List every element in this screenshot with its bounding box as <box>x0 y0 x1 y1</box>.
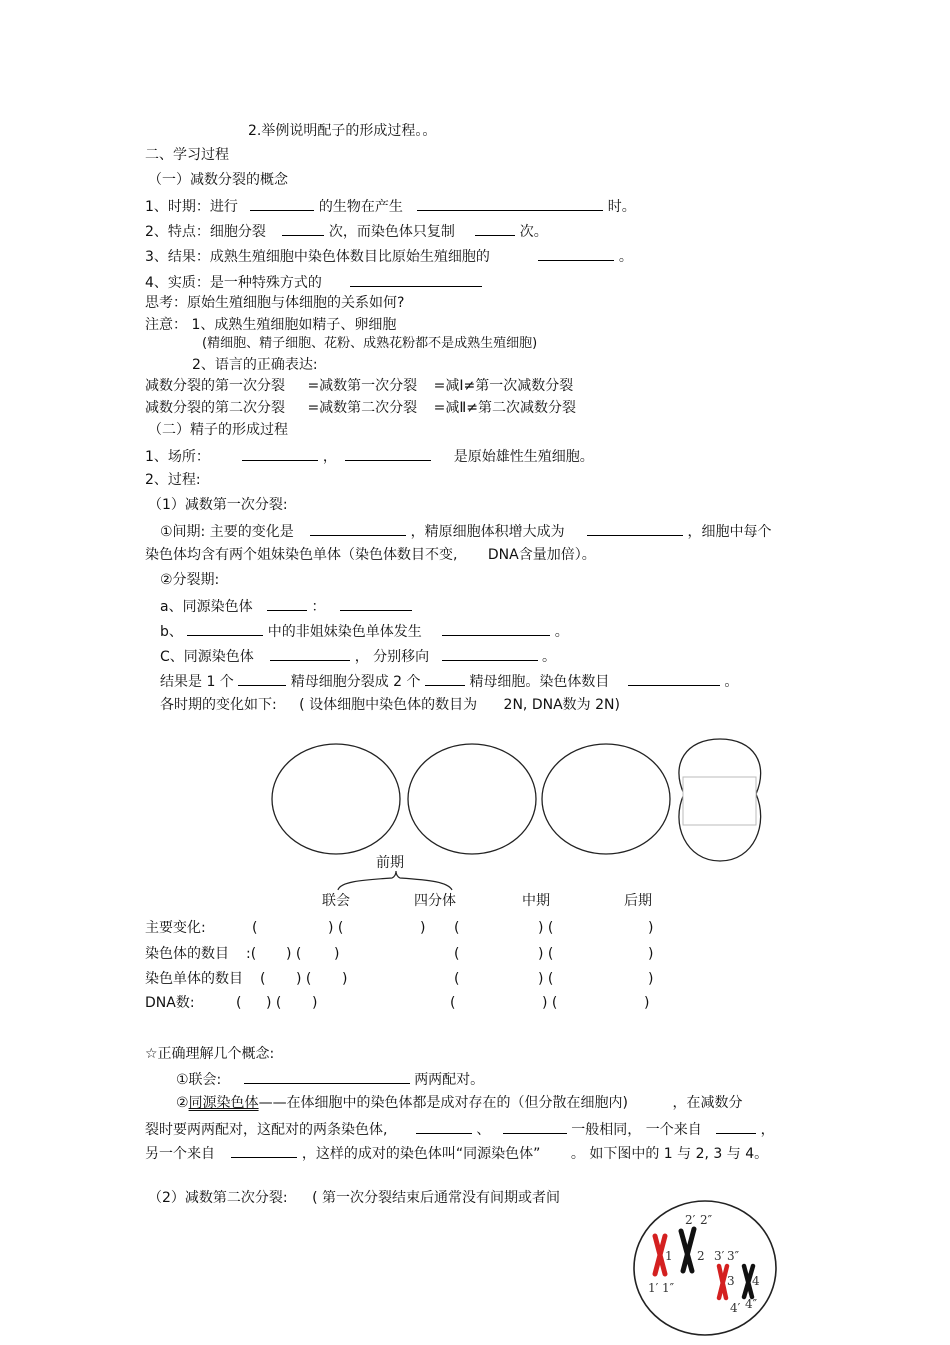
homolog-text-j: 。 如下图中的 1 与 2, 3 与 4。 <box>570 1146 769 1162</box>
synapsis-text-a: ①联会: <box>176 1072 222 1088</box>
period-text-a: 1、时期：进行 <box>145 199 238 215</box>
label-1: 1 <box>665 1249 673 1263</box>
blank-homolog-3[interactable] <box>716 1119 756 1134</box>
label-3: 3 <box>727 1274 735 1288</box>
blank-place-1[interactable] <box>242 446 318 461</box>
chromosome-2 <box>681 1229 694 1271</box>
section-title: 二、学习过程 <box>145 147 229 163</box>
r1-p6: ) <box>648 920 654 936</box>
r4-p5: ) ( <box>542 995 558 1011</box>
blank-b-1[interactable] <box>187 621 263 636</box>
interphase-text-b: ，精原细胞体积增大成为 <box>410 524 565 540</box>
r4-p3: ) <box>312 995 318 1011</box>
synapsis-text-b: 两两配对。 <box>414 1072 485 1088</box>
label-4b: 4″ <box>745 1297 758 1311</box>
process-label: 2、过程: <box>145 472 201 488</box>
r2-p3: ) <box>334 946 340 962</box>
blank-period-1[interactable] <box>250 196 314 211</box>
item-a-colon: ： <box>311 599 326 615</box>
r3-p1: ( <box>260 971 266 987</box>
r4-p2: ) ( <box>266 995 282 1011</box>
r4-p6: ) <box>644 995 650 1011</box>
changes-text-c: 2N, DNA数为 2N) <box>503 697 620 713</box>
label-anaphase: 后期 <box>624 893 652 909</box>
homolog-text-f: 一般相同， 一个来自 <box>571 1122 702 1138</box>
homolog-text-b: ——在体细胞中的染色体都是成对存在的（但分散在细胞内) <box>258 1095 629 1111</box>
homolog-text-i: ，这样的成对的染色体叫“同源染色体” <box>301 1146 541 1162</box>
r1-p4: ( <box>454 920 460 936</box>
place-line <box>145 446 594 466</box>
item-a-line <box>160 596 412 616</box>
label-prophase: 前期 <box>376 855 404 871</box>
expr2-c: =减Ⅱ≠第二次减数分裂 <box>433 400 576 416</box>
blank-interphase-1[interactable] <box>310 521 406 536</box>
concept-homolog-1 <box>176 1094 742 1112</box>
part1-title: （一）减数分裂的概念 <box>148 172 288 188</box>
chromosome-figure <box>628 1198 778 1338</box>
r4-p1: ( <box>236 995 242 1011</box>
homolog-text-g: ， <box>760 1122 775 1138</box>
label-4a: 4′ <box>730 1301 741 1315</box>
homolog-text-d: 裂时要两两配对，这配对的两条染色体, <box>145 1122 388 1138</box>
label-4: 4 <box>752 1274 760 1288</box>
r4-p4: ( <box>450 995 456 1011</box>
row-chromosome-count: 染色体的数目 <box>145 946 229 962</box>
row-dna-count: DNA数: <box>145 995 195 1011</box>
item-b-text-b: 中的非姐妹染色单体发生 <box>267 624 422 640</box>
result-1-line <box>160 671 738 691</box>
note-1: 注意： 1、成熟生殖细胞如精子、卵细胞 <box>145 317 397 333</box>
r1-p5: ) ( <box>538 920 554 936</box>
prophase-brace <box>330 870 460 892</box>
interphase-text-c: ，细胞中每个 <box>687 524 772 540</box>
chromosome-1 <box>655 1236 665 1274</box>
item-c-text-b: ， 分别移向 <box>354 649 430 665</box>
r2-p5: ) ( <box>538 946 554 962</box>
interphase-text-a: ①间期: 主要的变化是 <box>160 524 294 540</box>
blank-result[interactable] <box>538 246 614 261</box>
feature-line <box>145 221 548 241</box>
objective-item-2: 2.举例说明配子的形成过程。。 <box>248 123 437 139</box>
blank-homolog-2[interactable] <box>503 1119 567 1134</box>
label-1a: 1′ <box>648 1281 659 1295</box>
blank-res-1[interactable] <box>238 671 286 686</box>
row-chromatid-count: 染色单体的数目 <box>145 971 243 987</box>
cell-metaphase <box>542 744 670 854</box>
period-line <box>145 196 636 216</box>
r3-p4: ( <box>454 971 460 987</box>
place-text-a: 1、场所： <box>145 449 210 465</box>
item-c-text-c: 。 <box>542 649 557 665</box>
expr2-a: 减数分裂的第二次分裂 <box>145 400 285 416</box>
meiosis2-line <box>148 1189 560 1207</box>
blank-a-1[interactable] <box>267 596 307 611</box>
row-main-changes: 主要变化: <box>145 920 206 936</box>
blank-feature-1[interactable] <box>282 221 324 236</box>
concept-homolog-2 <box>145 1119 775 1139</box>
expression-1 <box>145 377 573 395</box>
anaphase-inner-box <box>683 777 756 825</box>
result-text-b: 。 <box>618 249 633 265</box>
blank-feature-2[interactable] <box>475 221 515 236</box>
expression-2 <box>145 399 576 417</box>
r3-p6: ) <box>648 971 654 987</box>
r3-p3: ) <box>342 971 348 987</box>
blank-essence[interactable] <box>350 272 482 287</box>
expr1-a: 减数分裂的第一次分裂 <box>145 378 285 394</box>
label-2: 2 <box>697 1249 705 1263</box>
blank-period-2[interactable] <box>417 196 603 211</box>
part2-title: （二）精子的形成过程 <box>148 422 288 438</box>
period-text-b: 的生物在产生 <box>318 199 403 215</box>
interphase-line <box>160 521 772 541</box>
concept-synapsis <box>176 1069 484 1089</box>
result-line <box>145 246 633 266</box>
homolog-text-c: ，在减数分 <box>672 1095 743 1111</box>
homolog-num: ② <box>176 1095 189 1111</box>
item-a-text: a、同源染色体 <box>160 599 253 615</box>
r2-p6: ) <box>648 946 654 962</box>
result-text-a: 3、结果：成熟生殖细胞中染色体数目比原始生殖细胞的 <box>145 249 490 265</box>
expr1-b: =减数第一次分裂 <box>307 378 418 394</box>
think-question: 思考：原始生殖细胞与体细胞的关系如何? <box>145 295 405 311</box>
r3-p2: ) ( <box>296 971 312 987</box>
note-2: 2、语言的正确表达: <box>192 357 318 373</box>
blank-interphase-2[interactable] <box>587 521 683 536</box>
label-metaphase: 中期 <box>522 893 550 909</box>
r1-p3: ) <box>420 920 426 936</box>
period-text-c: 时。 <box>607 199 636 215</box>
label-tetrad: 四分体 <box>414 893 456 909</box>
feature-text-c: 次。 <box>519 224 548 240</box>
r3-p5: ) ( <box>538 971 554 987</box>
changes-text-a: 各时期的变化如下: <box>160 697 277 713</box>
changes-text-b: ( 设体细胞中染色体的数目为 <box>299 697 478 713</box>
meiosis1-title: （1）减数第一次分裂: <box>148 497 288 513</box>
r2-p2: ) ( <box>286 946 302 962</box>
blank-res-3[interactable] <box>628 671 720 686</box>
blank-a-2[interactable] <box>340 596 412 611</box>
interphase-text-d: 染色体均含有两个姐妹染色单体（染色体数目不变, <box>145 547 458 563</box>
blank-homolog-4[interactable] <box>231 1143 297 1158</box>
label-3a: 3′ <box>714 1249 725 1263</box>
r1-p1: ( <box>252 920 258 936</box>
r2-p4: ( <box>454 946 460 962</box>
expr2-b: =减数第二次分裂 <box>307 400 418 416</box>
label-2b: 2″ <box>700 1213 713 1227</box>
blank-homolog-1[interactable] <box>416 1119 472 1134</box>
essence-text: 4、实质：是一种特殊方式的 <box>145 275 322 291</box>
cell-tetrad <box>408 744 536 854</box>
item-c-text-a: C、同源染色体 <box>160 649 254 665</box>
r2-p1: :( <box>246 946 257 962</box>
interphase-text-e: DNA含量加倍）。 <box>487 547 596 563</box>
essence-line <box>145 272 482 292</box>
res-text-a: 结果是 1 个 <box>160 674 234 690</box>
cell-synapsis <box>272 744 400 854</box>
label-2a: 2′ <box>685 1213 696 1227</box>
label-synapsis: 联会 <box>322 893 350 909</box>
item-b-text-c: 。 <box>554 624 569 640</box>
changes-line <box>160 696 620 714</box>
meiosis2-text-a: （2）减数第二次分裂: <box>148 1190 288 1206</box>
cell-diagram <box>266 736 776 866</box>
blank-c-2[interactable] <box>442 646 538 661</box>
label-3b: 3″ <box>727 1249 740 1263</box>
meiosis2-text-b: ( 第一次分裂结束后通常没有间期或者间 <box>312 1190 560 1206</box>
res-text-c: 精母细胞。染色体数目 <box>469 674 610 690</box>
blank-c-1[interactable] <box>270 646 350 661</box>
place-text-b: 是原始雄性生殖细胞。 <box>453 449 594 465</box>
place-sep: ， <box>322 449 337 465</box>
item-b-text-a: b、 <box>160 624 183 640</box>
interphase-line-2 <box>145 546 596 564</box>
blank-synapsis[interactable] <box>244 1069 410 1084</box>
division-label: ②分裂期: <box>160 572 220 588</box>
feature-text-a: 2、特点：细胞分裂 <box>145 224 266 240</box>
concept-homolog-3 <box>145 1143 768 1163</box>
r1-p2: ) ( <box>328 920 344 936</box>
blank-res-2[interactable] <box>425 671 465 686</box>
feature-text-b: 次，而染色体只复制 <box>328 224 455 240</box>
chromosome-3 <box>719 1266 727 1298</box>
note-1b: (精细胞、精子细胞、花粉、成熟花粉都不是成熟生殖细胞) <box>202 336 538 351</box>
label-1b: 1″ <box>662 1281 675 1295</box>
item-b-line <box>160 621 569 641</box>
res-text-d: 。 <box>724 674 739 690</box>
homolog-text-e: 、 <box>476 1122 491 1138</box>
homolog-text-h: 另一个来自 <box>145 1146 215 1162</box>
res-text-b: 精母细胞分裂成 2 个 <box>290 674 421 690</box>
blank-place-2[interactable] <box>345 446 431 461</box>
expr1-c: =减Ⅰ≠第一次减数分裂 <box>433 378 574 394</box>
item-c-line <box>160 646 556 666</box>
homolog-term: 同源染色体 <box>188 1095 259 1111</box>
concepts-title: ☆正确理解几个概念: <box>145 1046 275 1062</box>
blank-b-2[interactable] <box>442 621 550 636</box>
